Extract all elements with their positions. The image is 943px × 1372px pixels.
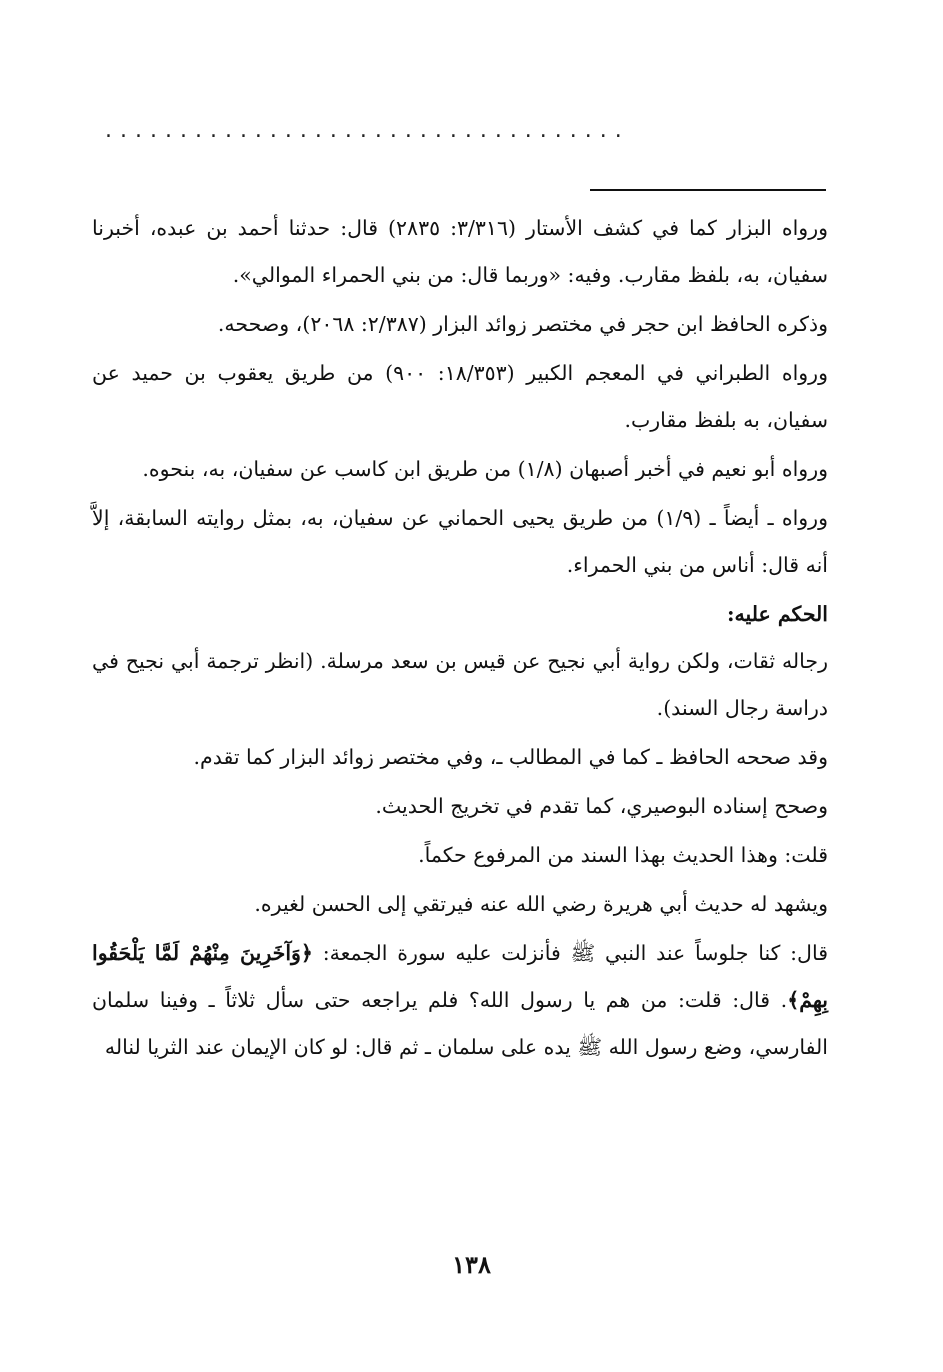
judgement-narrators: رجاله ثقات، ولكن رواية أبي نجيح عن قيس بن سعد مرسلة. (انظر ترجمة أبي نجيح في دراسة رجال السند).	[92, 649, 828, 720]
page-number: ١٣٨	[452, 1250, 491, 1279]
section-heading: الحكم عليه:	[726, 602, 828, 626]
hadith-rest: . قال: قلت: من هم يا رسول الله؟ فلم يراجعه حتى سأل ثلاثاً ـ وفينا سلمان الفارسي، وضع رسول الله ﷺ يده على سلمان ـ ثم قال: لو كان الإيمان عند الثريا لناله	[92, 988, 828, 1059]
judgement-witness: ويشهد له حديث أبي هريرة رضي الله عنه فيرتقي إلى الحسن لغيره.	[254, 892, 828, 916]
hadith-text	[92, 930, 828, 1071]
footnote-rule	[590, 189, 826, 191]
paragraph-ibn-hajar: وذكره الحافظ ابن حجر في مختصر زوائد البزار (٢/٣٨٧: ٢٠٦٨)، وصححه.	[217, 312, 828, 336]
paragraph-tabarani: ورواه الطبراني في المعجم الكبير (١٨/٣٥٣: ٩٠٠) من طريق يعقوب بن حميد عن سفيان، به بلفظ مقارب.	[92, 361, 828, 432]
judgement-busiri: وصحح إسناده البوصيري، كما تقدم في تخريج الحديث.	[375, 794, 828, 818]
judgement-note: قلت: وهذا الحديث بهذا السند من المرفوع حكماً.	[418, 843, 828, 867]
hadith-intro: قال: كنا جلوساً عند النبي ﷺ فأنزلت عليه سورة الجمعة:	[322, 941, 828, 965]
quran-verse: ﴿وَآخَرِينَ مِنْهُمْ لَمَّا يَلْحَقُوا بِهِمْ﴾	[92, 941, 828, 1012]
footnote-separator-dots: ...................................	[105, 118, 630, 143]
paragraph-abu-nuaim: ورواه أبو نعيم في أخبر أصبهان (١/٨) من طريق ابن كاسب عن سفيان، به، بنحوه.	[142, 457, 828, 481]
paragraph-bazzar: ورواه البزار كما في كشف الأستار (٣/٣١٦: ٢٨٣٥) قال: حدثنا أحمد بن عبده، أخبرنا سفيان، به، بلفظ مقارب. وفيه: «وربما قال: من بني الحمراء الموالي».	[92, 216, 829, 287]
paragraph-also: ورواه ـ أيضاً ـ (١/٩) من طريق يحيى الحماني عن سفيان، به، بمثل روايته السابقة، إلاَّ أنه قال: أناس من بني الحمراء.	[92, 506, 828, 577]
page-body	[92, 205, 828, 1073]
judgement-hafiz: وقد صححه الحافظ ـ كما في المطالب ـ، وفي مختصر زوائد البزار كما تقدم.	[193, 745, 828, 769]
